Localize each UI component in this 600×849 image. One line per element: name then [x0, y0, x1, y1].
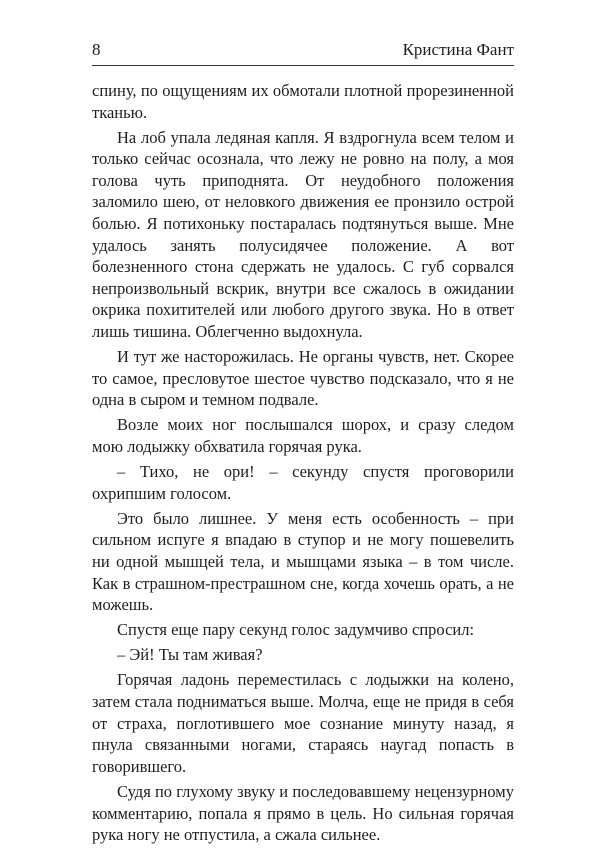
running-title: Кристина Фант [402, 40, 514, 59]
paragraph-10: Судя по глухому звуку и последовавшему нецензурному комментарию, попала я прямо в цель. Но сильная горячая рука ногу не отпустила, а сжала сильнее. [92, 781, 514, 845]
paragraph-7: Спустя еще пару секунд голос задумчиво спросил: [117, 620, 475, 640]
body-text [92, 80, 514, 849]
header-divider [92, 65, 514, 66]
page-header [92, 38, 514, 62]
paragraph-6: Это было лишнее. У меня есть особенность – при сильном испуге я впадаю в ступор и не могу пошевелить ни одной мышцей тела, и мышцами языка – в том числе. Как в страшном-престрашном сне, когда хочешь орать, а не можешь. [92, 508, 514, 615]
paragraph-5: – Тихо, не ори! – секунду спустя проговорили охрипшим голосом. [92, 462, 514, 503]
paragraph-2: На лоб упала ледяная капля. Я вздрогнула всем телом и только сейчас осознала, что лежу не ровно на полу, а моя голова чуть приподнята. От неудобного положения заломило шею, от неловкого движения ее пронзило острой болью. Я потихоньку постаралась подтянуться выше. Мне удалось занять полусидячее положение. А вот болезненного стона сдержать не удалось. С губ сорвался непроизвольный вскрик, внутри все сжалось в ожидании окрика похитителей или любого другого звука. Но в ответ лишь тишина. Облегченно выдохнула. [92, 127, 514, 342]
paragraph-9: Горячая ладонь переместилась с лодыжки на колено, затем стала подниматься выше. Молча, еще не придя в себя от страха, поглотившего мое сознание минуту назад, я пнула связанными ногами, стараясь наугад попасть в говорившего. [92, 670, 514, 776]
page-number: 8 [92, 40, 101, 59]
paragraph-8: – Эй! Ты там живая? [117, 645, 263, 665]
paragraph-1: спину, по ощущениям их обмотали плотной прорезиненной тканью. [92, 81, 514, 122]
paragraph-4: Возле моих ног послышался шорох, и сразу следом мою лодыжку обхватила горячая рука. [92, 415, 514, 456]
paragraph-3: И тут же насторожилась. Не органы чувств, нет. Скорее то самое, пресловутое шестое чувство подсказало, что я не одна в сыром и темном подвале. [92, 347, 514, 410]
